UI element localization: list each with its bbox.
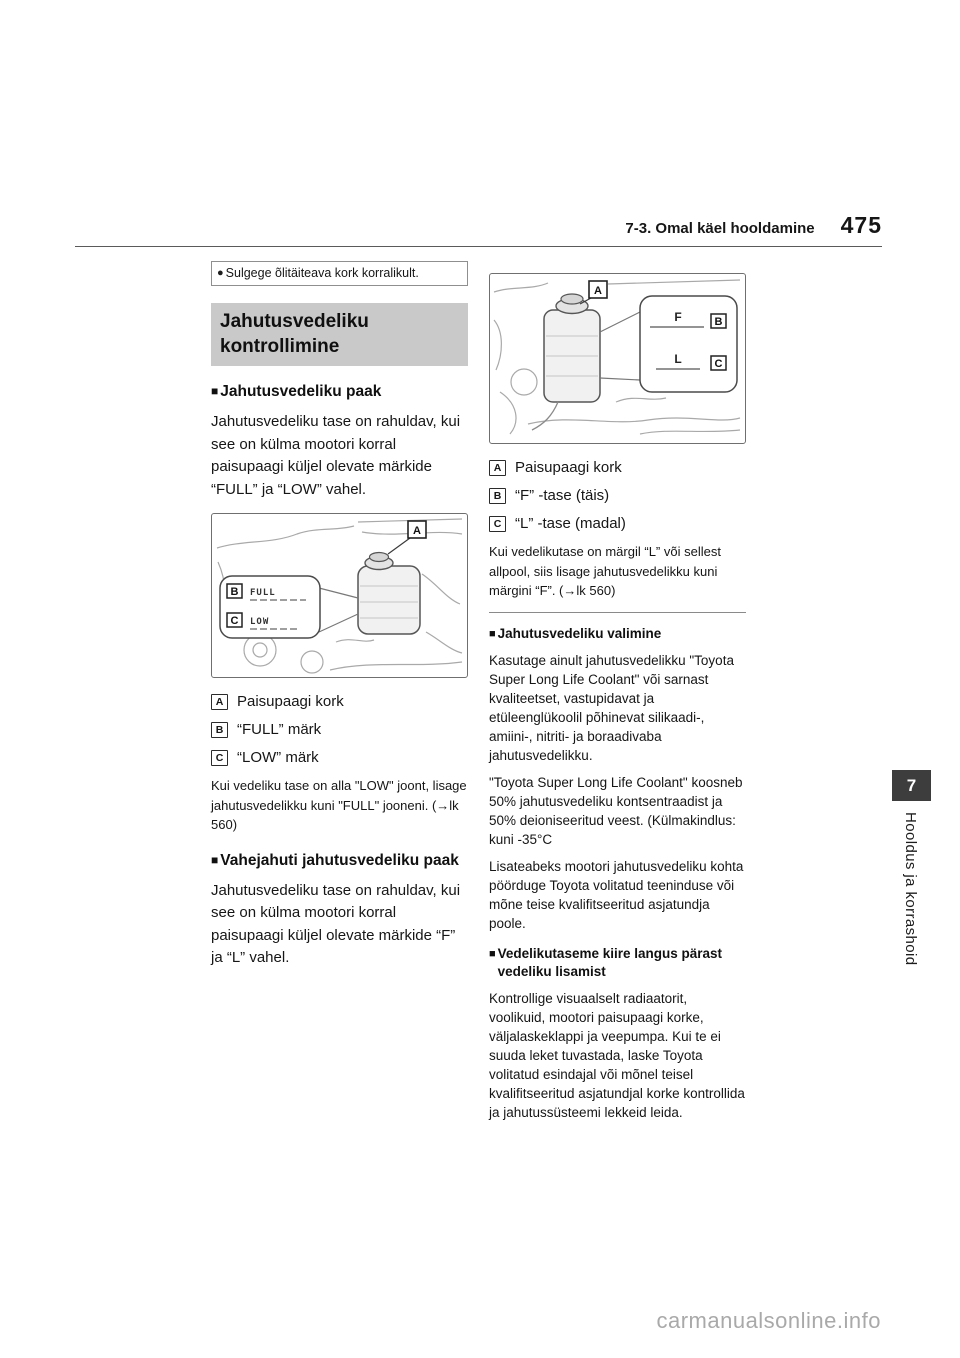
label-c: C xyxy=(714,358,723,370)
legend-key-a: A xyxy=(489,460,506,476)
legend-key-c: C xyxy=(489,516,506,532)
subsection-level-drop xyxy=(489,945,746,981)
chapter-tab: 7 xyxy=(892,770,931,801)
subsection-title: Jahutusvedeliku valimine xyxy=(497,625,662,641)
reservoir-tank xyxy=(532,294,600,430)
section-heading xyxy=(211,303,468,366)
paragraph: Jahutusvedeliku tase on rahuldav, kui see on külma mootori korral paisupaagi küljel olevate märkide “F” ja “L” vahel. xyxy=(211,881,461,966)
reservoir-tank xyxy=(358,553,420,635)
bullet-icon: ● xyxy=(217,267,224,279)
figure-coolant-reservoir xyxy=(211,513,468,678)
subsection-intercooler-reservoir xyxy=(211,850,468,871)
square-marker-icon: ■ xyxy=(489,947,496,960)
subsection-title: Jahutusvedeliku paak xyxy=(220,383,382,400)
figure2-art xyxy=(490,274,745,443)
paragraph: "Toyota Super Long Life Coolant" koosneb 50% jahutusvedeliku kontsentraadist ja 50% deioniseeritud veest. (Külmakindlus: kuni -35°C xyxy=(489,774,743,847)
watermark: carmanualsonline.info xyxy=(656,1308,881,1333)
paragraph: Kasutage ainult jahutusvedelikku "Toyota Super Long Life Coolant" või sarnast kvaliteetset, vastupidavat ja etüleenglükoolil põhinevat silikaadi-, amiini-, nitriti- ja boraadivaba jahutusvedelikku. xyxy=(489,652,734,763)
page-number: 475 xyxy=(840,212,882,238)
section-title: 7-3. Omal käel hooldamine xyxy=(625,220,815,237)
subsection-title: Vahejahuti jahutusvedeliku paak xyxy=(220,851,459,869)
l-mark: L xyxy=(674,352,682,366)
subsection-coolant-selection xyxy=(489,625,746,643)
right-column xyxy=(489,261,746,1122)
subsection-title: Vedelikutaseme kiire langus pärast vedeliku lisamist xyxy=(497,945,723,979)
legend-text: “F” -tase (täis) xyxy=(515,487,610,504)
legend-row xyxy=(489,514,746,533)
subsection-coolant-reservoir xyxy=(211,381,468,402)
paragraph: Lisateabeks mootori jahutusvedeliku kohta pöörduge Toyota volitatud teeninduse või mõne teise kvalifitseeritud asjatundja poole. xyxy=(489,858,744,931)
legend-key-a: A xyxy=(211,694,228,710)
section-heading-line1: Jahutusvedeliku xyxy=(220,311,369,332)
paragraph: Jahutusvedeliku tase on rahuldav, kui see on külma mootori korral paisupaagi küljel olevate märkide “FULL” ja “LOW” vahel. xyxy=(211,413,461,498)
left-column xyxy=(211,261,468,970)
legend-text: Paisupaagi kork xyxy=(515,459,622,476)
page-header xyxy=(75,212,882,239)
legend-row xyxy=(211,748,468,767)
legend-text: “FULL” märk xyxy=(237,721,322,738)
legend-row xyxy=(211,692,468,711)
f-mark: F xyxy=(674,310,682,324)
square-marker-icon: ■ xyxy=(489,627,496,640)
note-text: Kui vedelikutase on märgil “L” või sellest allpool, siis lisage jahutusvedelikku kuni märgini “F”. (→lk 560) xyxy=(489,544,721,598)
label-a: A xyxy=(594,285,602,297)
notice-box xyxy=(211,261,468,286)
legend-text: “L” -tase (madal) xyxy=(515,515,626,532)
legend-row xyxy=(489,486,746,505)
legend-row xyxy=(211,720,468,739)
legend-text: Paisupaagi kork xyxy=(237,693,344,710)
square-marker-icon: ■ xyxy=(211,384,219,398)
legend-key-b: B xyxy=(489,488,506,504)
full-mark: FULL xyxy=(250,588,276,598)
header-rule xyxy=(75,246,882,247)
figure2-legend xyxy=(489,458,746,533)
figure1-art xyxy=(212,514,467,677)
label-a: A xyxy=(413,525,421,537)
level-callout xyxy=(220,576,320,638)
chapter-title-vertical: Hooldus ja korrashoid xyxy=(902,812,919,966)
level-callout xyxy=(640,296,737,392)
square-marker-icon: ■ xyxy=(211,852,219,867)
notice-text: Sulgege õlitäiteava kork korralikult. xyxy=(225,266,419,280)
section-divider xyxy=(489,612,746,613)
legend-key-b: B xyxy=(211,722,228,738)
legend-key-c: C xyxy=(211,750,228,766)
paragraph: Kontrollige visuaalselt radiaatorit, voolikuid, mootori paisupaagi korke, väljalaskeklappi ja veepumpa. Kui te ei suuda leket tuvastada, laske Toyota volitatud esindajal või mõnel teisel kvalifitseeritud asjatundjal korke kontrollida ja jahutussüsteemi lekkeid leida. xyxy=(489,990,745,1120)
label-c: C xyxy=(230,615,239,627)
figure1-legend xyxy=(211,692,468,767)
note-text: Kui vedeliku tase on alla "LOW" joont, lisage jahutusvedelikku kuni "FULL" jooneni. (→lk 560) xyxy=(211,778,467,832)
legend-text: “LOW” märk xyxy=(237,749,319,766)
section-heading-line2: kontrollimine xyxy=(220,336,340,357)
low-mark: LOW xyxy=(250,617,270,627)
label-b: B xyxy=(230,586,239,598)
legend-row xyxy=(489,458,746,477)
figure-intercooler-reservoir xyxy=(489,273,746,444)
label-b: B xyxy=(714,316,723,328)
